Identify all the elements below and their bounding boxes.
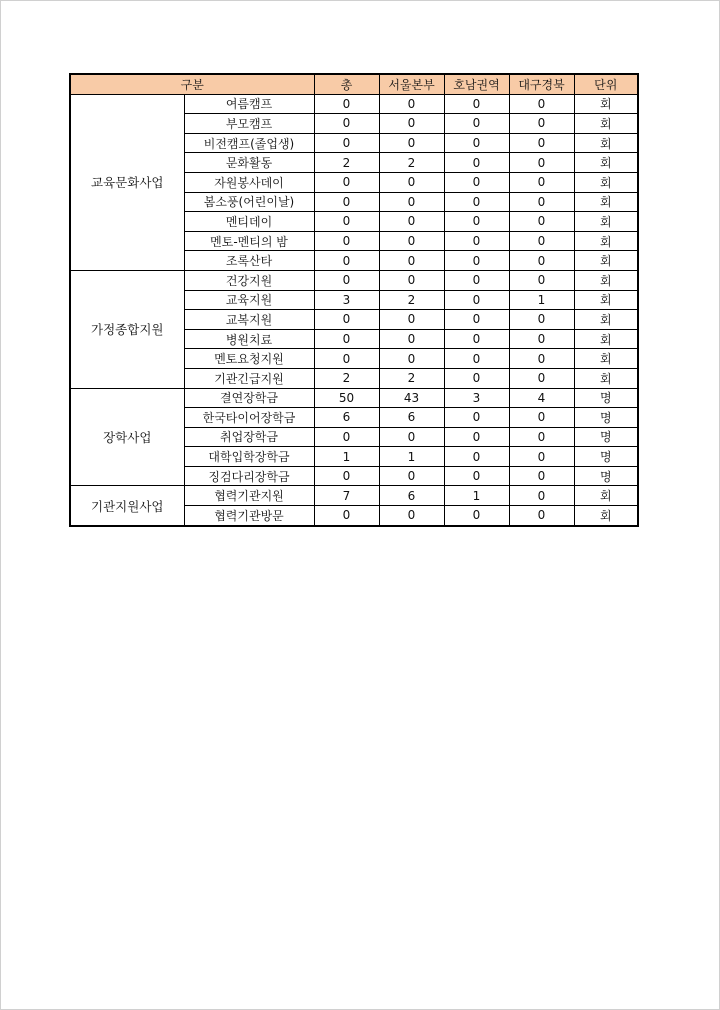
item-cell: 조록산타 bbox=[184, 251, 314, 271]
honam-cell: 0 bbox=[444, 270, 509, 290]
item-cell: 멘토-멘티의 밤 bbox=[184, 231, 314, 251]
unit-cell: 명 bbox=[574, 427, 638, 447]
daegu-cell: 0 bbox=[509, 251, 574, 271]
header-daegu: 대구경북 bbox=[509, 74, 574, 94]
seoul-cell: 0 bbox=[379, 133, 444, 153]
honam-cell: 0 bbox=[444, 310, 509, 330]
item-cell: 협력기관방문 bbox=[184, 506, 314, 526]
total-cell: 2 bbox=[314, 153, 379, 173]
seoul-cell: 0 bbox=[379, 172, 444, 192]
seoul-cell: 0 bbox=[379, 270, 444, 290]
unit-cell: 회 bbox=[574, 486, 638, 506]
item-cell: 문화활동 bbox=[184, 153, 314, 173]
honam-cell: 0 bbox=[444, 133, 509, 153]
table-row bbox=[70, 94, 638, 114]
seoul-cell: 2 bbox=[379, 290, 444, 310]
daegu-cell: 0 bbox=[509, 310, 574, 330]
unit-cell: 회 bbox=[574, 212, 638, 232]
item-cell: 교복지원 bbox=[184, 310, 314, 330]
header-seoul: 서울본부 bbox=[379, 74, 444, 94]
daegu-cell: 0 bbox=[509, 172, 574, 192]
item-cell: 취업장학금 bbox=[184, 427, 314, 447]
total-cell: 0 bbox=[314, 192, 379, 212]
total-cell: 7 bbox=[314, 486, 379, 506]
unit-cell: 회 bbox=[574, 329, 638, 349]
honam-cell: 0 bbox=[444, 94, 509, 114]
honam-cell: 0 bbox=[444, 329, 509, 349]
item-cell: 멘티데이 bbox=[184, 212, 314, 232]
unit-cell: 회 bbox=[574, 133, 638, 153]
unit-cell: 회 bbox=[574, 231, 638, 251]
daegu-cell: 0 bbox=[509, 486, 574, 506]
category-cell: 기관지원사업 bbox=[70, 486, 184, 526]
seoul-cell: 6 bbox=[379, 408, 444, 428]
daegu-cell: 0 bbox=[509, 133, 574, 153]
item-cell: 협력기관지원 bbox=[184, 486, 314, 506]
total-cell: 6 bbox=[314, 408, 379, 428]
unit-cell: 회 bbox=[574, 368, 638, 388]
daegu-cell: 0 bbox=[509, 231, 574, 251]
unit-cell: 회 bbox=[574, 290, 638, 310]
seoul-cell: 1 bbox=[379, 447, 444, 467]
honam-cell: 0 bbox=[444, 427, 509, 447]
total-cell: 0 bbox=[314, 349, 379, 369]
honam-cell: 0 bbox=[444, 231, 509, 251]
honam-cell: 0 bbox=[444, 114, 509, 134]
header-row bbox=[70, 74, 638, 94]
daegu-cell: 0 bbox=[509, 447, 574, 467]
honam-cell: 0 bbox=[444, 447, 509, 467]
daegu-cell: 0 bbox=[509, 270, 574, 290]
item-cell: 징검다리장학금 bbox=[184, 466, 314, 486]
seoul-cell: 0 bbox=[379, 114, 444, 134]
item-cell: 한국타이어장학금 bbox=[184, 408, 314, 428]
daegu-cell: 0 bbox=[509, 153, 574, 173]
item-cell: 멘토요청지원 bbox=[184, 349, 314, 369]
daegu-cell: 0 bbox=[509, 212, 574, 232]
unit-cell: 회 bbox=[574, 94, 638, 114]
item-cell: 병원치료 bbox=[184, 329, 314, 349]
total-cell: 0 bbox=[314, 427, 379, 447]
honam-cell: 0 bbox=[444, 251, 509, 271]
unit-cell: 회 bbox=[574, 310, 638, 330]
total-cell: 0 bbox=[314, 94, 379, 114]
daegu-cell: 0 bbox=[509, 192, 574, 212]
unit-cell: 회 bbox=[574, 114, 638, 134]
unit-cell: 회 bbox=[574, 270, 638, 290]
item-cell: 비전캠프(졸업생) bbox=[184, 133, 314, 153]
item-cell: 여름캠프 bbox=[184, 94, 314, 114]
table-row bbox=[70, 388, 638, 408]
honam-cell: 0 bbox=[444, 212, 509, 232]
table-row bbox=[70, 270, 638, 290]
honam-cell: 0 bbox=[444, 506, 509, 526]
total-cell: 0 bbox=[314, 251, 379, 271]
honam-cell: 0 bbox=[444, 192, 509, 212]
honam-cell: 0 bbox=[444, 368, 509, 388]
seoul-cell: 0 bbox=[379, 192, 444, 212]
unit-cell: 회 bbox=[574, 506, 638, 526]
header-total: 총 bbox=[314, 74, 379, 94]
total-cell: 0 bbox=[314, 270, 379, 290]
item-cell: 기관긴급지원 bbox=[184, 368, 314, 388]
unit-cell: 명 bbox=[574, 388, 638, 408]
seoul-cell: 0 bbox=[379, 329, 444, 349]
seoul-cell: 0 bbox=[379, 349, 444, 369]
seoul-cell: 0 bbox=[379, 506, 444, 526]
seoul-cell: 0 bbox=[379, 94, 444, 114]
seoul-cell: 0 bbox=[379, 310, 444, 330]
honam-cell: 0 bbox=[444, 153, 509, 173]
item-cell: 교육지원 bbox=[184, 290, 314, 310]
seoul-cell: 0 bbox=[379, 466, 444, 486]
daegu-cell: 0 bbox=[509, 427, 574, 447]
item-cell: 자원봉사데이 bbox=[184, 172, 314, 192]
category-cell: 가정종합지원 bbox=[70, 270, 184, 388]
unit-cell: 회 bbox=[574, 251, 638, 271]
total-cell: 0 bbox=[314, 329, 379, 349]
total-cell: 1 bbox=[314, 447, 379, 467]
unit-cell: 회 bbox=[574, 172, 638, 192]
total-cell: 2 bbox=[314, 368, 379, 388]
seoul-cell: 2 bbox=[379, 153, 444, 173]
unit-cell: 명 bbox=[574, 408, 638, 428]
item-cell: 대학입학장학금 bbox=[184, 447, 314, 467]
category-cell: 교육문화사업 bbox=[70, 94, 184, 270]
table-body bbox=[70, 94, 638, 526]
stats-table bbox=[69, 73, 639, 527]
item-cell: 건강지원 bbox=[184, 270, 314, 290]
total-cell: 0 bbox=[314, 231, 379, 251]
header-honam: 호남권역 bbox=[444, 74, 509, 94]
seoul-cell: 2 bbox=[379, 368, 444, 388]
daegu-cell: 0 bbox=[509, 408, 574, 428]
seoul-cell: 43 bbox=[379, 388, 444, 408]
seoul-cell: 6 bbox=[379, 486, 444, 506]
unit-cell: 회 bbox=[574, 192, 638, 212]
seoul-cell: 0 bbox=[379, 212, 444, 232]
seoul-cell: 0 bbox=[379, 231, 444, 251]
category-cell: 장학사업 bbox=[70, 388, 184, 486]
total-cell: 50 bbox=[314, 388, 379, 408]
daegu-cell: 0 bbox=[509, 506, 574, 526]
seoul-cell: 0 bbox=[379, 251, 444, 271]
daegu-cell: 0 bbox=[509, 114, 574, 134]
daegu-cell: 0 bbox=[509, 349, 574, 369]
unit-cell: 회 bbox=[574, 153, 638, 173]
daegu-cell: 0 bbox=[509, 329, 574, 349]
daegu-cell: 0 bbox=[509, 466, 574, 486]
total-cell: 0 bbox=[314, 506, 379, 526]
total-cell: 0 bbox=[314, 133, 379, 153]
daegu-cell: 0 bbox=[509, 368, 574, 388]
honam-cell: 0 bbox=[444, 172, 509, 192]
unit-cell: 명 bbox=[574, 447, 638, 467]
header-unit: 단위 bbox=[574, 74, 638, 94]
total-cell: 0 bbox=[314, 310, 379, 330]
honam-cell: 0 bbox=[444, 349, 509, 369]
total-cell: 0 bbox=[314, 212, 379, 232]
item-cell: 결연장학금 bbox=[184, 388, 314, 408]
daegu-cell: 4 bbox=[509, 388, 574, 408]
unit-cell: 회 bbox=[574, 349, 638, 369]
total-cell: 3 bbox=[314, 290, 379, 310]
item-cell: 봄소풍(어린이날) bbox=[184, 192, 314, 212]
unit-cell: 명 bbox=[574, 466, 638, 486]
item-cell: 부모캠프 bbox=[184, 114, 314, 134]
seoul-cell: 0 bbox=[379, 427, 444, 447]
honam-cell: 3 bbox=[444, 388, 509, 408]
table-row bbox=[70, 486, 638, 506]
total-cell: 0 bbox=[314, 114, 379, 134]
total-cell: 0 bbox=[314, 172, 379, 192]
header-category: 구분 bbox=[70, 74, 314, 94]
honam-cell: 1 bbox=[444, 486, 509, 506]
honam-cell: 0 bbox=[444, 408, 509, 428]
honam-cell: 0 bbox=[444, 290, 509, 310]
total-cell: 0 bbox=[314, 466, 379, 486]
honam-cell: 0 bbox=[444, 466, 509, 486]
daegu-cell: 1 bbox=[509, 290, 574, 310]
daegu-cell: 0 bbox=[509, 94, 574, 114]
